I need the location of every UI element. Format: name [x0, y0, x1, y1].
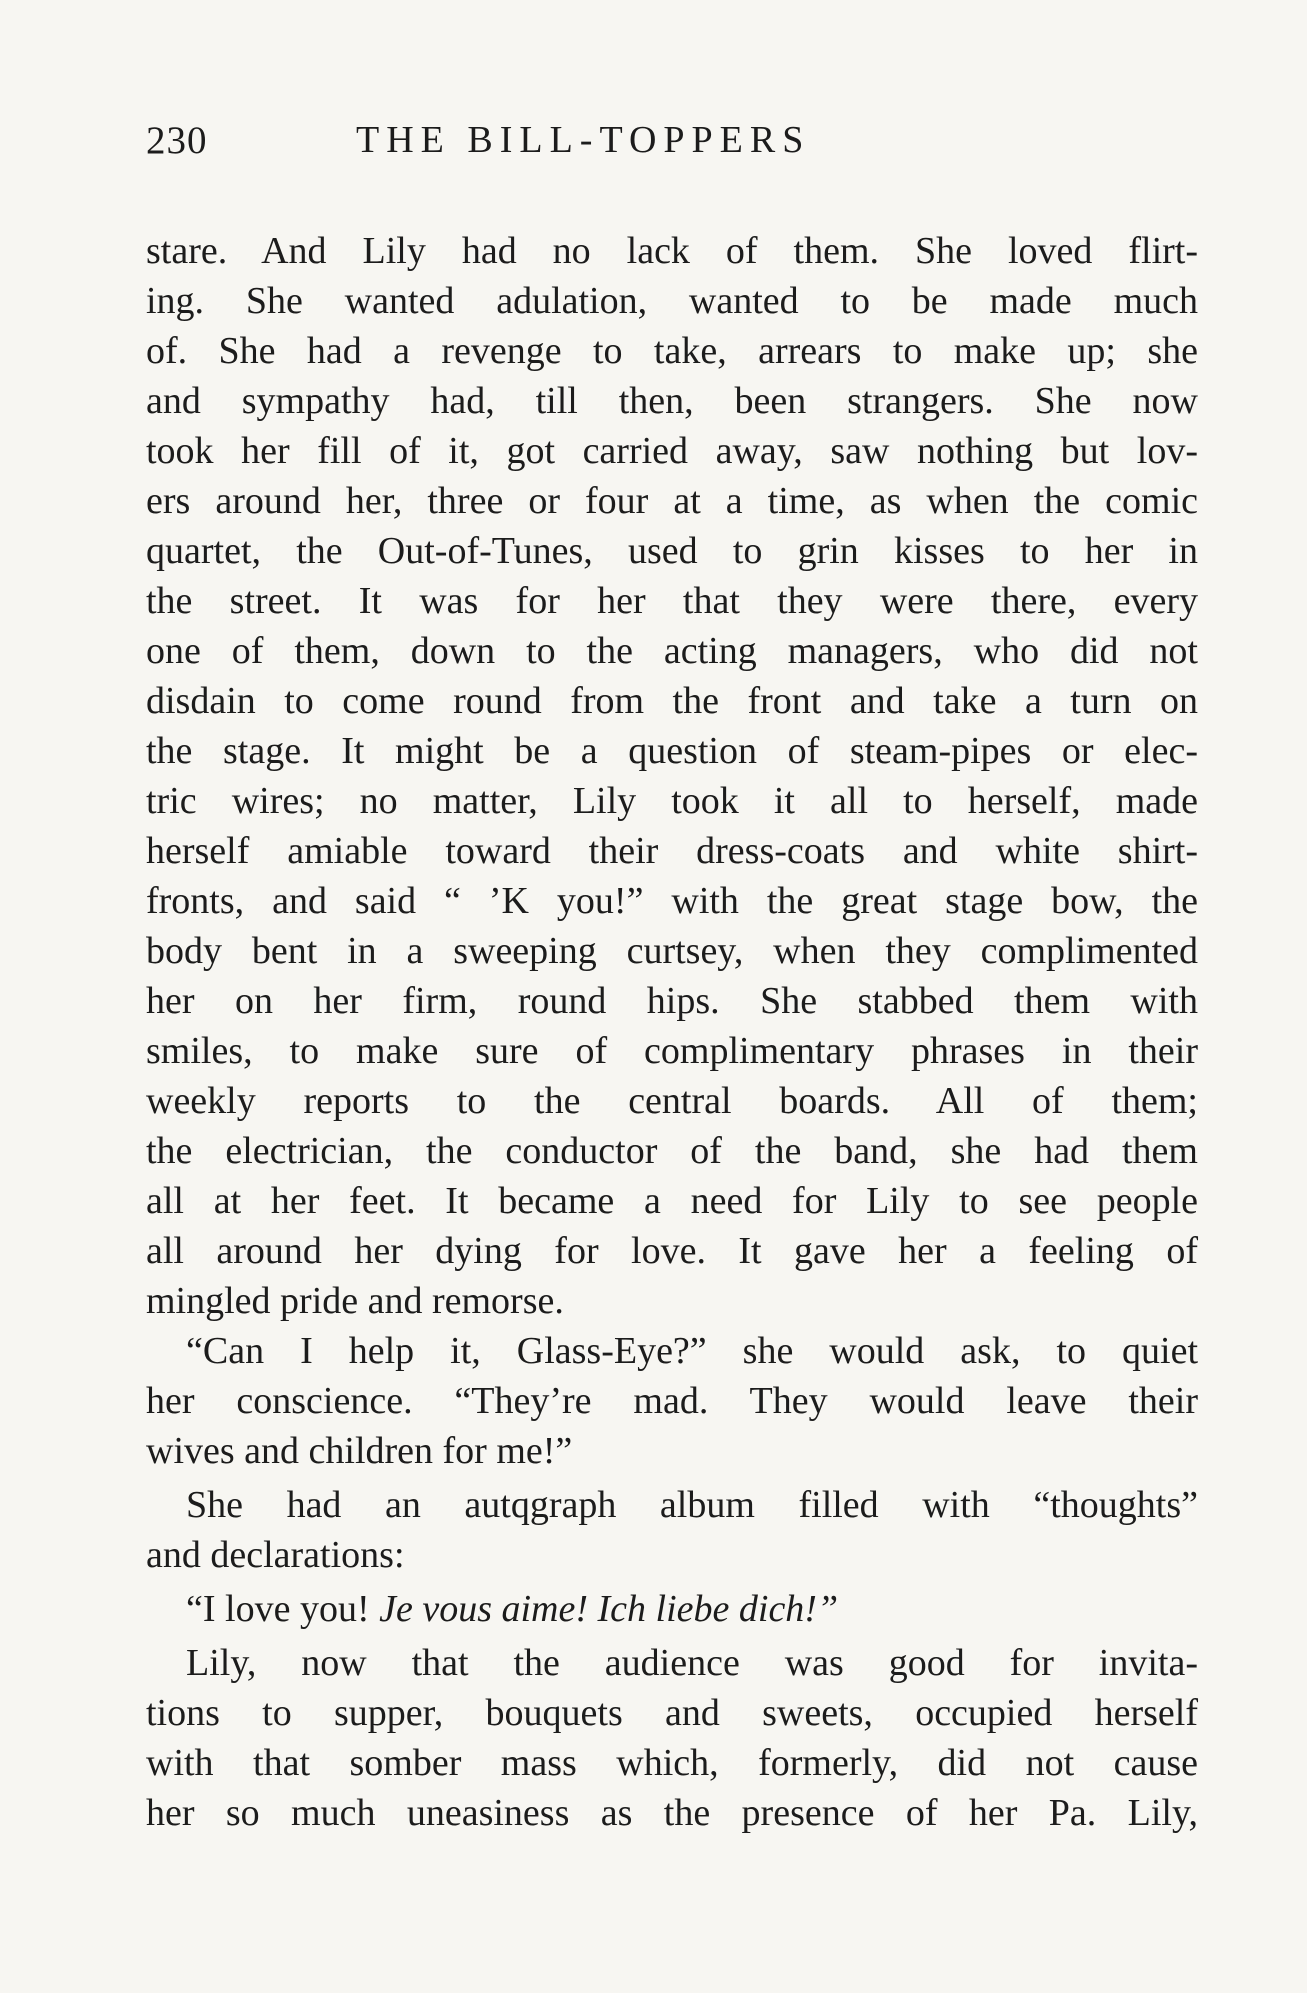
text-line: smiles, to make sure of complimentary phrases in their [146, 1030, 1198, 1072]
text-line: and declarations: [146, 1534, 405, 1576]
text-line: ers around her, three or four at a time, as when the comic [146, 480, 1198, 522]
text-line: She had an autqgraph album filled with “thoughts” [186, 1484, 1198, 1526]
text-line: ing. She wanted adulation, wanted to be made much [146, 280, 1198, 322]
text-line: herself amiable toward their dress-coats and white shirt- [146, 830, 1198, 872]
text-line: her so much uneasiness as the presence of her Pa. Lily, [146, 1792, 1198, 1834]
text-line: with that somber mass which, formerly, did not cause [146, 1742, 1198, 1784]
declaration-foreign: Je vous aime! Ich liebe dich!” [379, 1588, 839, 1630]
text-line: body bent in a sweeping curtsey, when they complimented [146, 930, 1198, 972]
running-title: THE BILL-TOPPERS [356, 119, 811, 161]
text-line: tric wires; no matter, Lily took it all to herself, made [146, 780, 1198, 822]
text-line: the stage. It might be a question of steam-pipes or elec- [146, 730, 1198, 772]
text-line: weekly reports to the central boards. All of them; [146, 1080, 1198, 1122]
text-line: Lily, now that the audience was good for invita- [186, 1642, 1198, 1684]
text-line: mingled pride and remorse. [146, 1280, 564, 1322]
text-line: disdain to come round from the front and take a turn on [146, 680, 1198, 722]
quoted-declaration [146, 1584, 1198, 1634]
text-line: took her fill of it, got carried away, saw nothing but lov- [146, 430, 1198, 472]
text-line: fronts, and said “ ’K you!” with the great stage bow, the [146, 880, 1198, 922]
text-line: stare. And Lily had no lack of them. She loved flirt- [146, 230, 1198, 272]
running-head [146, 118, 1206, 166]
text-line: of. She had a revenge to take, arrears to make up; she [146, 330, 1198, 372]
text-line: “Can I help it, Glass-Eye?” she would ask, to quiet [186, 1330, 1198, 1372]
declaration-english: “I love you! [186, 1588, 370, 1630]
text-line: the street. It was for her that they were there, every [146, 580, 1198, 622]
text-line: tions to supper, bouquets and sweets, occupied herself [146, 1692, 1198, 1734]
text-line: one of them, down to the acting managers, who did not [146, 630, 1198, 672]
text-line: the electrician, the conductor of the band, she had them [146, 1130, 1198, 1172]
text-line: quartet, the Out-of-Tunes, used to grin kisses to her in [146, 530, 1198, 572]
text-line: her on her firm, round hips. She stabbed them with [146, 980, 1198, 1022]
text-line: all at her feet. It became a need for Lily to see people [146, 1180, 1198, 1222]
text-line: and sympathy had, till then, been strangers. She now [146, 380, 1198, 422]
text-line: all around her dying for love. It gave her a feeling of [146, 1230, 1198, 1272]
text-line: wives and children for me!” [146, 1430, 573, 1472]
page-number: 230 [146, 119, 208, 162]
body-text [146, 226, 1198, 1838]
text-line: her conscience. “They’re mad. They would leave their [146, 1380, 1198, 1422]
